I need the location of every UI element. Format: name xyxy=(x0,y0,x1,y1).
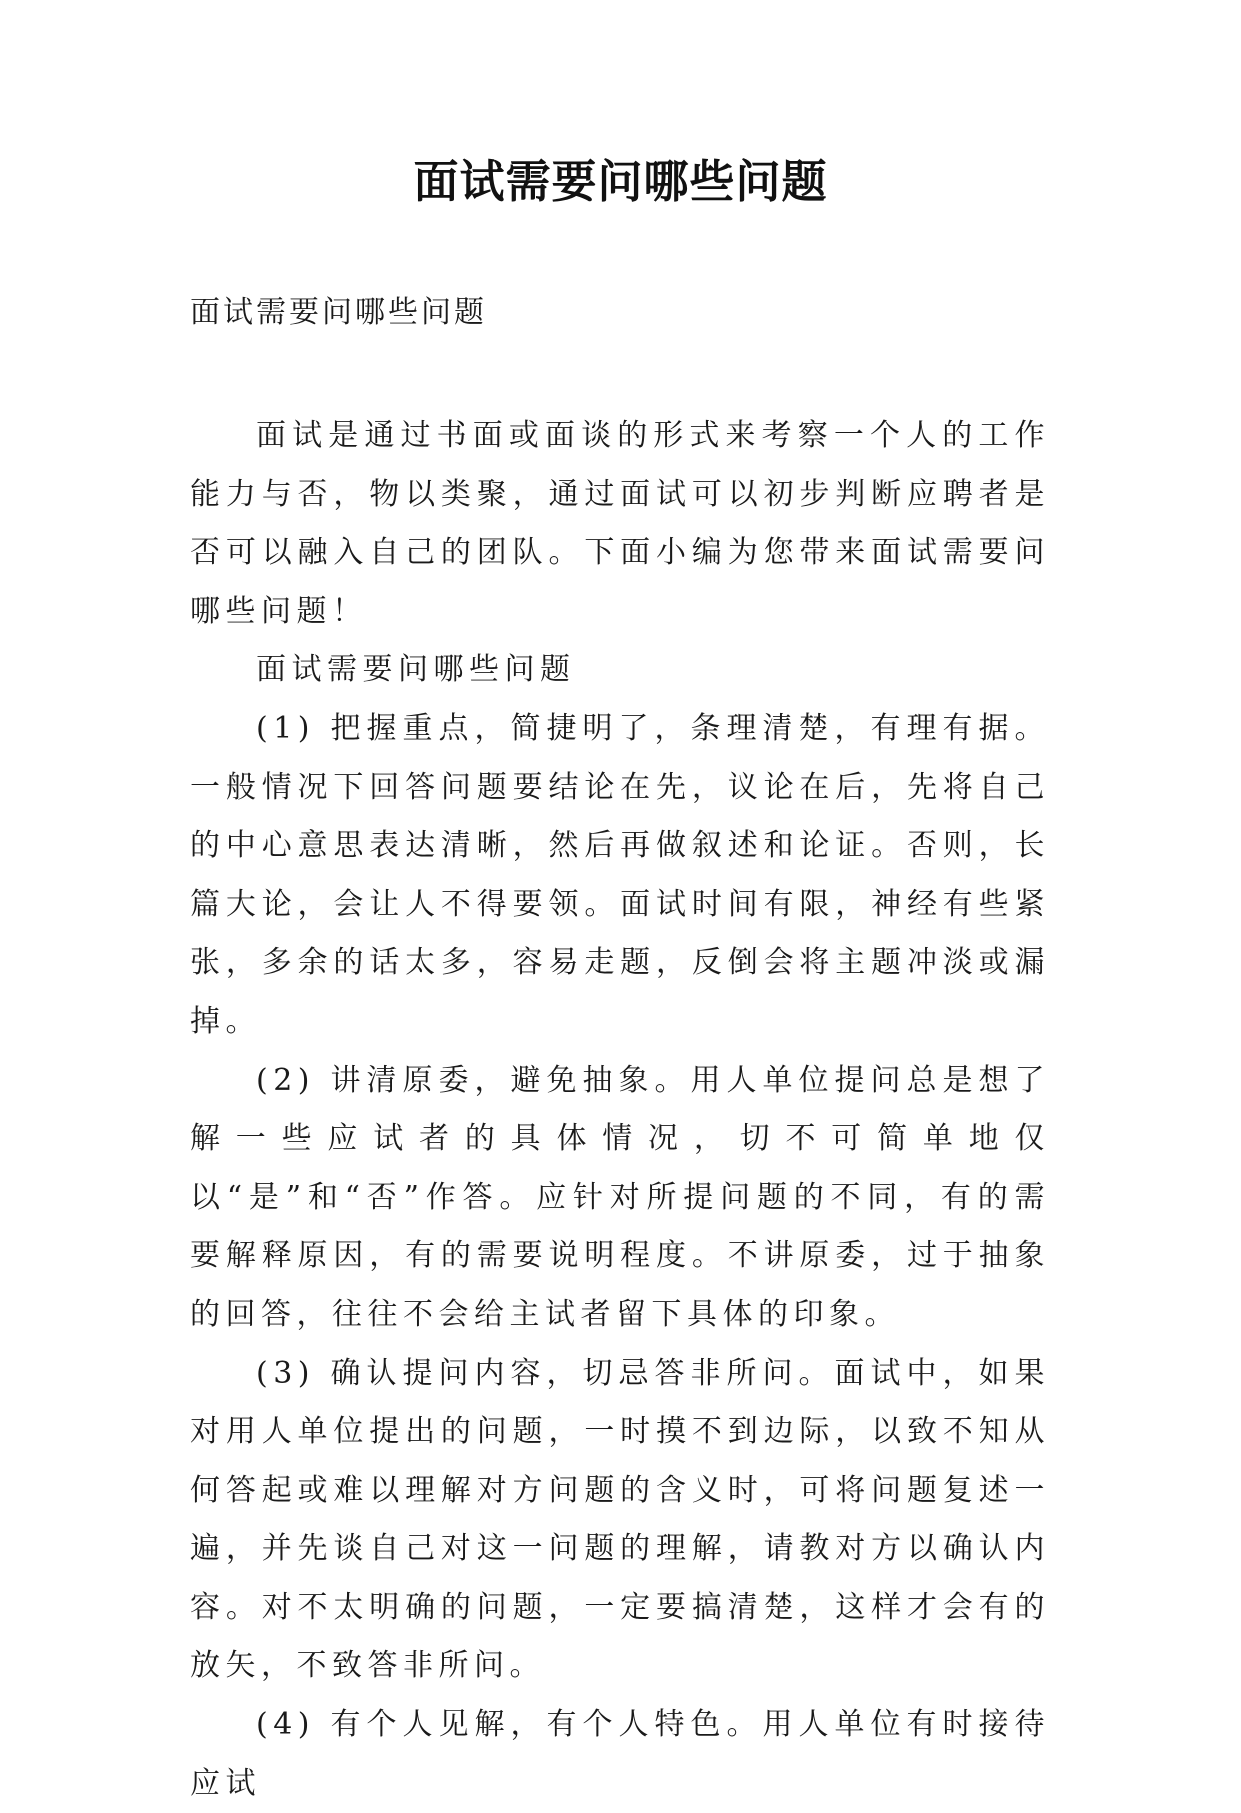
section-heading: 面试需要问哪些问题 xyxy=(256,652,576,688)
point-4-paragraph: (4) 有个人见解，有个人特色。用人单位有时接待应试 xyxy=(190,1707,1050,1801)
point-3-paragraph: (3) 确认提问内容，切忌答非所问。面试中，如果对用人单位提出的问题，一时摸不到边际，以致不知从何答起或难以理解对方问题的含义时，可将问题复述一遍，并先谈自己对这一问题的理解，请教对方以确认内容。对不太明确的问题，一定要搞清楚，这样才会有的放矢，不致答非所问。 xyxy=(190,1355,1050,1684)
document-title: 面试需要问哪些问题 xyxy=(413,155,828,208)
document-body xyxy=(190,407,1050,1813)
point-1-paragraph: (1) 把握重点，简捷明了，条理清楚，有理有据。一般情况下回答问题要结论在先，议论在后，先将自己的中心意思表达清晰，然后再做叙述和论证。否则，长篇大论，会让人不得要领。面试时间有限，神经有些紧张，多余的话太多，容易走题，反倒会将主题冲淡或漏掉。 xyxy=(190,710,1050,1039)
document-subtitle: 面试需要问哪些问题 xyxy=(190,295,487,330)
point-2-paragraph: (2) 讲清原委，避免抽象。用人单位提问总是想了解一些应试者的具体情况，切不可简单地仅以“是”和“否”作答。应针对所提问题的不同，有的需要解释原因，有的需要说明程度。不讲原委，过于抽象的回答，往往不会给主试者留下具体的印象。 xyxy=(190,1062,1050,1332)
intro-paragraph: 面试是通过书面或面谈的形式来考察一个人的工作能力与否，物以类聚，通过面试可以初步判断应聘者是否可以融入自己的团队。下面小编为您带来面试需要问哪些问题！ xyxy=(190,418,1050,629)
